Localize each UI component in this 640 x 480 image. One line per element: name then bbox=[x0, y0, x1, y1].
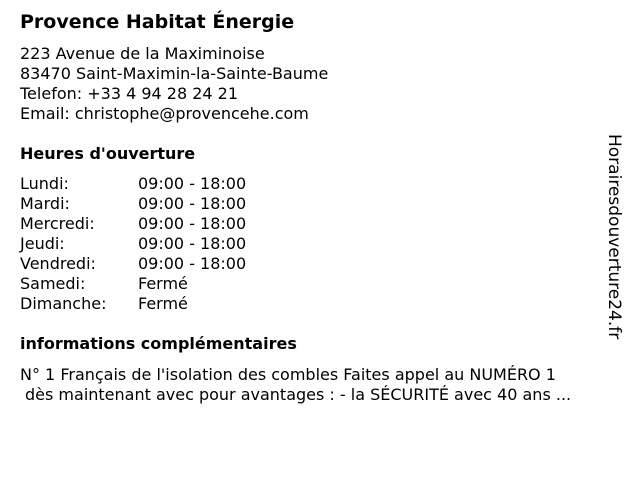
hours-row-wednesday bbox=[20, 214, 320, 234]
info-description bbox=[20, 365, 620, 405]
business-name: Provence Habitat Énergie bbox=[20, 11, 295, 33]
address-block bbox=[20, 44, 328, 124]
day-label: Dimanche: bbox=[20, 294, 107, 313]
time-value: 09:00 - 18:00 bbox=[138, 174, 247, 193]
day-label: Lundi: bbox=[20, 174, 69, 193]
day-label: Samedi: bbox=[20, 274, 86, 293]
hours-row-sunday bbox=[20, 294, 320, 314]
day-label: Vendredi: bbox=[20, 254, 96, 273]
info-heading: informations complémentaires bbox=[20, 334, 297, 353]
time-value: Fermé bbox=[138, 274, 188, 293]
time-value: 09:00 - 18:00 bbox=[138, 234, 247, 253]
day-label: Mercredi: bbox=[20, 214, 95, 233]
day-label: Jeudi: bbox=[20, 234, 65, 253]
phone-number: Telefon: +33 4 94 28 24 21 bbox=[20, 84, 239, 103]
hours-row-monday bbox=[20, 174, 320, 194]
hours-row-friday bbox=[20, 254, 320, 274]
hours-table bbox=[20, 174, 320, 314]
site-watermark: Horairesdouverture24.fr bbox=[604, 134, 624, 340]
hours-row-tuesday bbox=[20, 194, 320, 214]
time-value: 09:00 - 18:00 bbox=[138, 254, 247, 273]
description-line: dès maintenant avec pour avantages : - la SÉCURITÉ avec 40 ans ... bbox=[25, 385, 572, 404]
time-value: 09:00 - 18:00 bbox=[138, 194, 247, 213]
description-line: N° 1 Français de l'isolation des combles Faites appel au NUMÉRO 1 bbox=[20, 365, 556, 384]
day-label: Mardi: bbox=[20, 194, 70, 213]
time-value: 09:00 - 18:00 bbox=[138, 214, 247, 233]
time-value: Fermé bbox=[138, 294, 188, 313]
hours-heading: Heures d'ouverture bbox=[20, 144, 196, 163]
street-address: 223 Avenue de la Maximinoise bbox=[20, 44, 265, 63]
city-address: 83470 Saint-Maximin-la-Sainte-Baume bbox=[20, 64, 329, 83]
hours-row-saturday bbox=[20, 274, 320, 294]
email-address: Email: christophe@provencehe.com bbox=[20, 104, 309, 123]
hours-row-thursday bbox=[20, 234, 320, 254]
